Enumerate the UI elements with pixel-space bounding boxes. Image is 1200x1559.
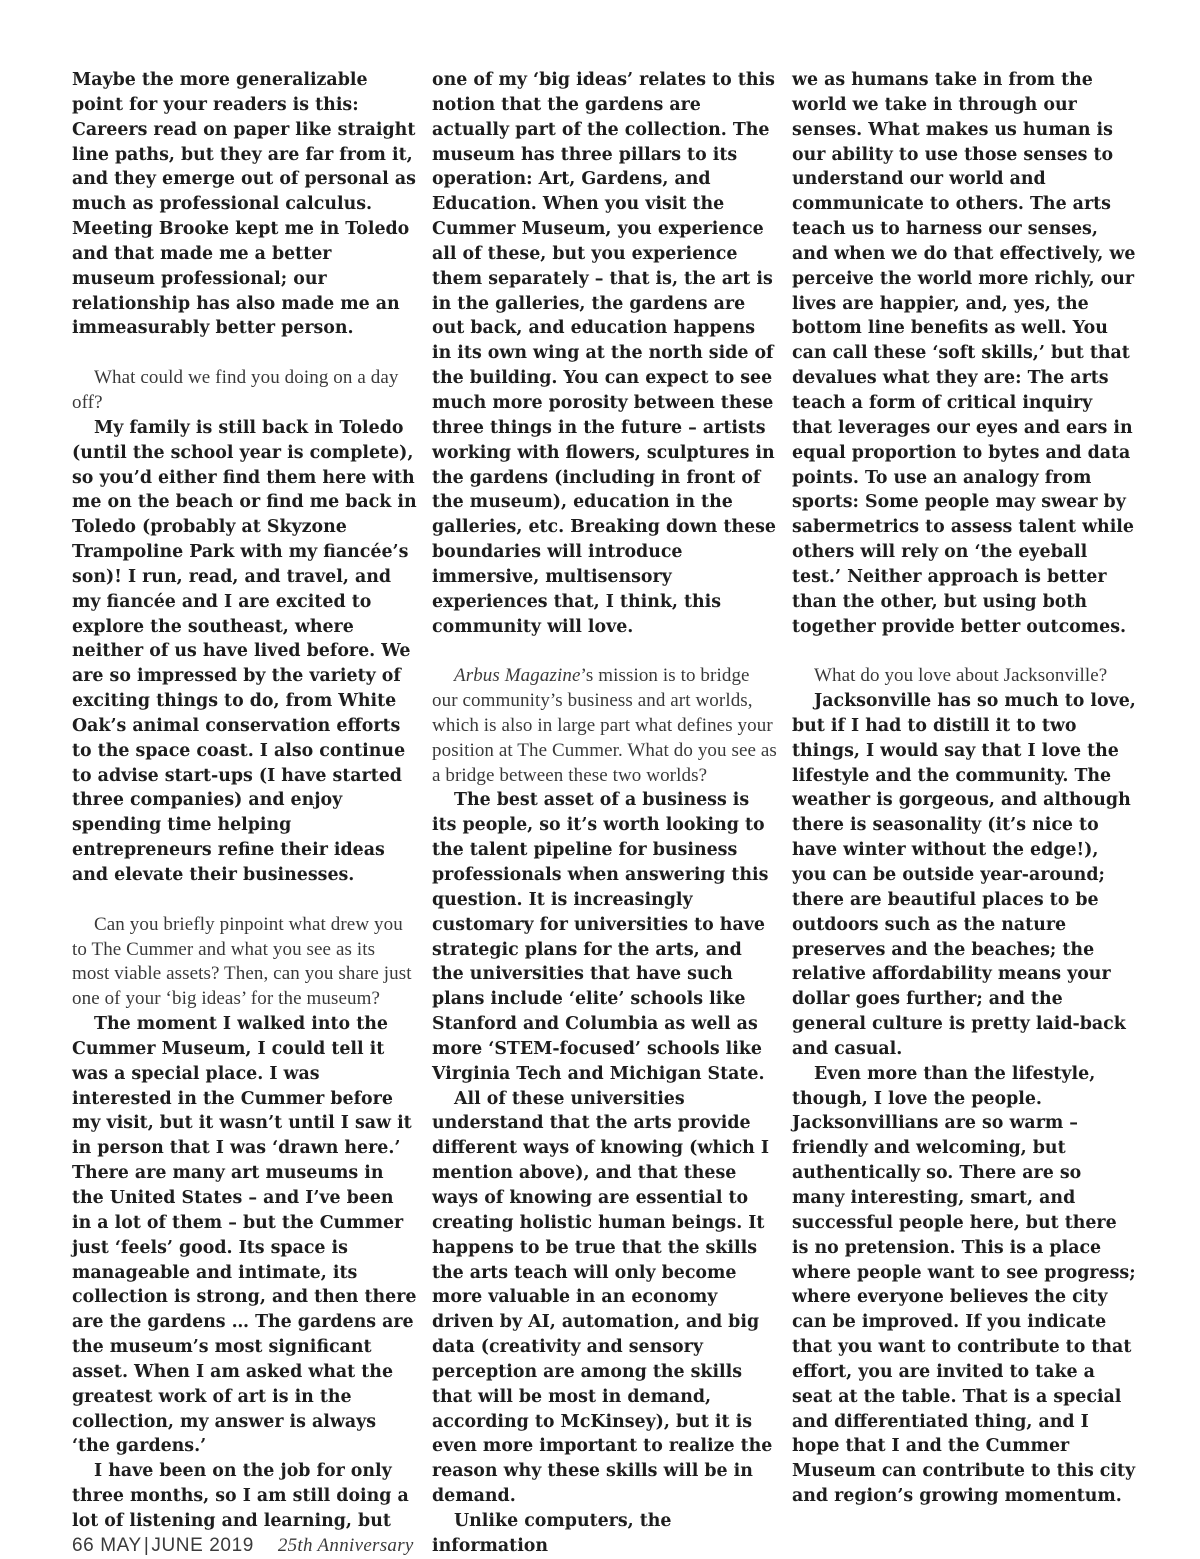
page-footer (72, 1534, 414, 1558)
interview-question: Can you briefly pinpoint what drew you to The Cummer and what you see as its most viable assets? Then, can you share just one of your ‘big ideas’ for the museum? (72, 913, 412, 1010)
interview-answer: I have been on the job for only three months, so I am still doing a lot of listening and learning, but (72, 1461, 409, 1531)
article-column-3 (792, 68, 1137, 1509)
interview-answer: Maybe the more generalizable point for your readers is this: Careers read on paper like straight line paths, but they are far from it, and they emerge out of personal as much as professional calculus. Meeting Brooke kept me in Toledo and that made me a better museum professional; our relationship has also made me an immeasurably better person. (72, 70, 416, 339)
interview-answer: one of my ‘big ideas’ relates to this notion that the gardens are actually part of the collection. The museum has three pillars to its operation: Art, Gardens, and Education. When you visit the Cummer Museum, you experience all of these, but you experience them separately – that is, the art is in the galleries, the gardens are out back, and education happens in its own wing at the north side of the building. You can expect to see much more porosity between these three things in the future – artists working with flowers, sculptures in the gardens (including in front of the museum), education in the galleries, etc. Breaking down these boundaries will introduce immersive, multisensory experiences that, I think, this community will love. (432, 70, 776, 637)
interview-answer: The moment I walked into the Cummer Museum, I could tell it was a special place. I was interested in the Cummer before my visit, but it wasn’t until I saw it in person that I was ‘drawn here.’ There are many art museums in the United States – and I’ve been in a lot of them – but the Cummer just ‘feels’ good. Its space is manageable and intimate, its collection is strong, and then there are the gardens … The gardens are the museum’s most significant asset. When I am asked what the greatest work of art is in the collection, my answer is always ‘the gardens.’ (72, 1014, 417, 1457)
interview-answer: The best asset of a business is its people, so it’s worth looking to the talent pipeline for business professionals when answering this question. It is increasingly customary for universities to have strategic plans for the arts, and the universities that have such plans include ‘elite’ schools like Stanford and Columbia as well as more ‘STEM-focused’ schools like Virginia Tech and Michigan State. (432, 790, 769, 1084)
interview-answer: Unlike computers, the information (432, 1510, 672, 1556)
magazine-title: Arbus Magazine (454, 665, 581, 687)
interview-question (432, 664, 777, 788)
interview-answer: Jacksonville has so much to love, but if I had to distill it to two things, I would say that I love the lifestyle and the community. The weather is gorgeous, and although there is seasonality (it’s nice to have winter without the edge!), you can be outside year-around; there are beautiful places to be outdoors such as the nature preserves and the beaches; the relative affordability means your dollar goes further; and the general culture is pretty laid-back and casual. (792, 691, 1136, 1059)
article-column-1 (72, 68, 417, 1534)
question-text: ’s mission is to bridge our community’s business and art worlds, which is also in large part what defines your position at The Cummer. What do you see as a bridge between these two worlds? (432, 665, 777, 786)
anniversary-label: 25th Anniversary (277, 1535, 414, 1556)
interview-answer: we as humans take in from the world we take in through our senses. What makes us human is our ability to use those senses to understand our world and communicate to others. The arts teach us to harness our senses, and when we do that effectively, we perceive the world more richly, our lives are happier, and, yes, the bottom line benefits as well. You can call these ‘soft skills,’ but that devalues what they are: The arts teach a form of critical inquiry that leverages our eyes and ears in equal proportion to bytes and data points. To use an analogy from sports: Some people may swear by sabermetrics to assess talent while others will rely on ‘the eyeball test.’ Neither approach is better than the other, but using both together provide better outcomes. (792, 70, 1136, 637)
page-number: 66 (72, 1535, 95, 1556)
article-column-2 (432, 68, 777, 1559)
interview-question: What could we find you doing on a day off? (72, 367, 399, 413)
interview-answer: All of these universities understand that the arts provide different ways of knowing (which I mention above), and that these ways of knowing are essential to creating holistic human beings. It happens to be true that the skills the arts teach will only become more valuable in an economy driven by AI, automation, and big data (creativity and sensory perception are among the skills that will be most in demand, according to McKinsey), but it is even more important to realize the reason why these skills will be in demand. (432, 1088, 773, 1507)
interview-answer: My family is still back in Toledo (until the school year is complete), so you’d either find them here with me on the beach or find me back in Toledo (probably at Skyzone Trampoline Park with my fiancée’s son)! I run, read, and travel, and my fiancée and I are excited to explore the southeast, where neither of us have lived before. We are so impressed by the variety of exciting things to do, from White Oak’s animal conservation efforts to the space coast. I also continue to advise start-ups (I have started three companies) and enjoy spending time helping entrepreneurs refine their ideas and elevate their businesses. (72, 417, 417, 885)
issue-separator: | (143, 1535, 150, 1556)
issue-month-b: JUNE 2019 (151, 1535, 254, 1556)
issue-month-a: MAY (100, 1535, 142, 1556)
interview-question: What do you love about Jacksonville? (814, 665, 1108, 687)
interview-answer: Even more than the lifestyle, though, I love the people. Jacksonvillians are so warm – friendly and welcoming, but authentically so. There are so many interesting, smart, and successful people here, but there is no pretension. This is a place where people want to see progress; where everyone believes the city can be improved. If you indicate that you want to contribute to that effort, you are invited to take a seat at the table. That is a special and differentiated thing, and I hope that I and the Cummer Museum can contribute to this city and region’s growing momentum. (792, 1063, 1136, 1507)
